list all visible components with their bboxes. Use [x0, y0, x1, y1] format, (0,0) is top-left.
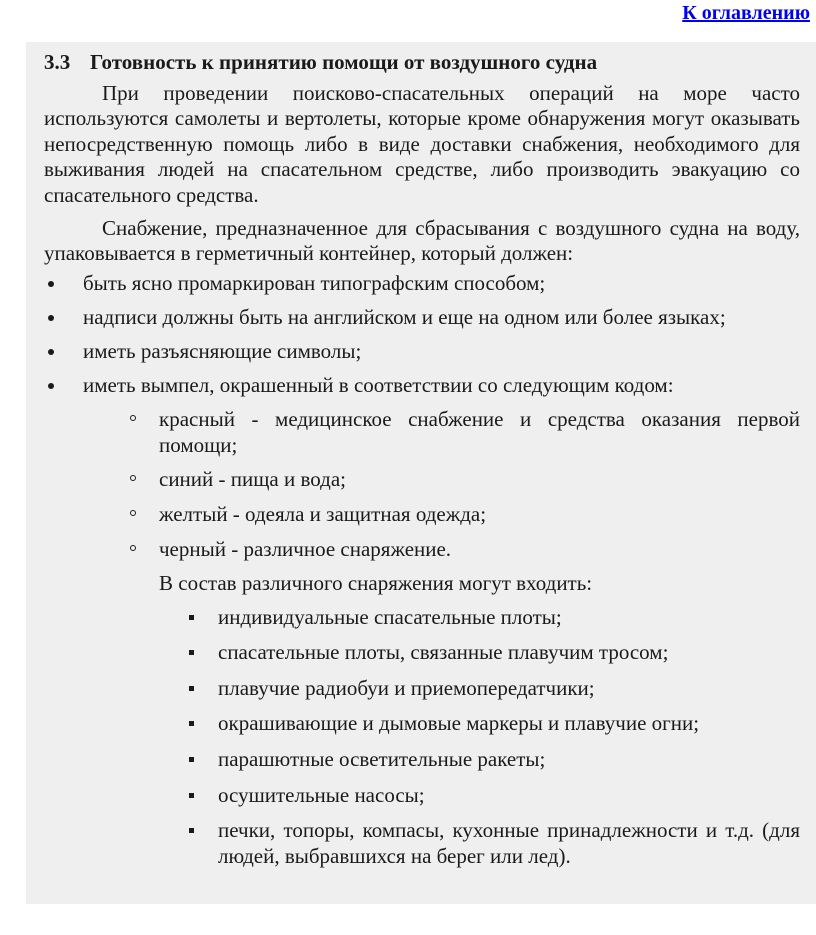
list-item: плавучие радиобуи и приемопередатчики; — [44, 676, 800, 702]
list-item: парашютные осветительные ракеты; — [44, 747, 800, 773]
list-item: синий - пища и вода; — [44, 467, 800, 493]
circle-bullet-icon — [130, 545, 136, 551]
square-bullet-icon — [189, 721, 194, 726]
document-content — [44, 50, 800, 879]
square-bullet-icon — [189, 650, 194, 655]
list-item: окрашивающие и дымовые маркеры и плавучие огни; — [44, 711, 800, 737]
list-item: спасательные плоты, связанные плавучим тросом; — [44, 640, 800, 666]
equipment-list — [44, 605, 800, 870]
document-page — [26, 42, 816, 904]
square-bullet-icon — [189, 686, 194, 691]
requirements-list — [44, 271, 800, 399]
square-bullet-icon — [189, 793, 194, 798]
toc-link[interactable]: К оглавлению — [682, 2, 810, 24]
list-item: осушительные насосы; — [44, 783, 800, 809]
square-bullet-icon — [189, 828, 194, 833]
bullet-icon — [48, 281, 54, 287]
list-item: быть ясно промаркирован типографским способом; — [44, 271, 800, 297]
circle-bullet-icon — [130, 510, 136, 516]
circle-bullet-icon — [130, 475, 136, 481]
square-bullet-icon — [189, 615, 194, 620]
bullet-icon — [48, 383, 54, 389]
list-item: иметь вымпел, окрашенный в соответствии со следующим кодом: — [44, 373, 800, 399]
list-item: надписи должны быть на английском и еще на одном или более языках; — [44, 305, 800, 331]
list-item: индивидуальные спасательные плоты; — [44, 605, 800, 631]
section-number: 3.3 — [44, 50, 71, 74]
list-item: иметь разъясняющие символы; — [44, 339, 800, 365]
section-heading — [44, 50, 800, 76]
paragraph: Снабжение, предназначенное для сбрасывания с воздушного судна на воду, упаковывается в герметичный контейнер, который должен: — [44, 215, 800, 266]
paragraph: При проведении поисково-спасательных операций на море часто используются самолеты и вертолеты, которые кроме обнаружения могут оказывать непосредственную помощь либо в виде доставки снабжения, необходимого для выживания людей на спасательном средстве, либо производить эвакуацию со спасательного средства. — [44, 80, 800, 207]
color-code-list — [44, 407, 800, 562]
equipment-intro: В состав различного снаряжения могут входить: — [159, 571, 593, 596]
bullet-icon — [48, 315, 54, 321]
list-item: черный - различное снаряжение. — [44, 537, 800, 563]
list-item: желтый - одеяла и защитная одежда; — [44, 502, 800, 528]
square-bullet-icon — [189, 757, 194, 762]
circle-bullet-icon — [130, 415, 136, 421]
bullet-icon — [48, 349, 54, 355]
list-item: печки, топоры, компасы, кухонные принадлежности и т.д. (для людей, выбравшихся на берег или лед). — [44, 818, 800, 869]
section-title: Готовность к принятию помощи от воздушного судна — [90, 50, 598, 74]
list-item: красный - медицинское снабжение и средства оказания первой помощи; — [44, 407, 800, 458]
